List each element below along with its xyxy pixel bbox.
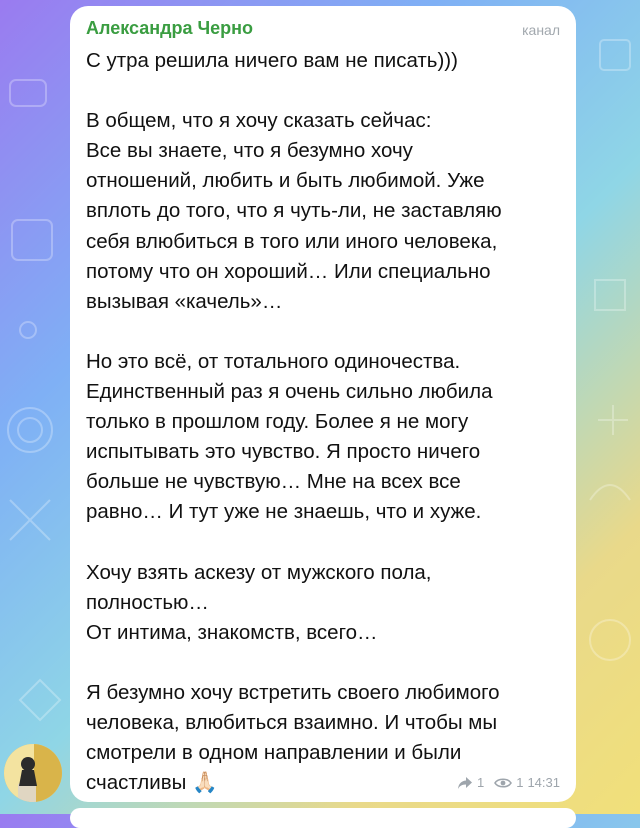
post-text-line: Все вы знаете, что я безумно хочу (86, 139, 413, 163)
post-text-line: Единственный раз я очень сильно любила (86, 380, 493, 404)
post-text-line: От интима, знакомств, всего… (86, 620, 378, 644)
channel-post-bubble[interactable] (70, 6, 576, 802)
post-text-line: равно… И тут уже не знаешь, что и хуже. (86, 500, 482, 524)
avatar-image (4, 744, 62, 802)
post-text (86, 46, 566, 798)
next-post-bubble[interactable] (70, 808, 576, 828)
post-text-line: Я безумно хочу встретить своего любимого (86, 680, 500, 704)
blank-line (86, 528, 566, 558)
channel-avatar[interactable] (4, 744, 62, 802)
view-count: 1 (516, 775, 524, 790)
post-text-line: человека, влюбиться взаимно. И чтобы мы (86, 711, 498, 735)
post-text-line: смотрели в одном направлении и были (86, 741, 462, 765)
channel-tag: канал (522, 22, 560, 38)
post-text-line: испытывать это чувство. Я просто ничего (86, 440, 481, 464)
post-meta (457, 775, 560, 790)
post-text-line: отношений, любить и быть любимой. Уже (86, 169, 485, 193)
post-text-line: себя влюбиться в того или иного человека, (86, 229, 498, 253)
blank-line (86, 76, 566, 106)
post-text-line: Но это всё, от тотального одиночества. (86, 349, 461, 373)
blank-line (86, 317, 566, 347)
blank-line (86, 648, 566, 678)
post-text-line: потому что он хороший… Или специально (86, 259, 491, 283)
share-icon[interactable] (457, 776, 473, 790)
post-text-line: полностью… (86, 590, 209, 614)
eye-icon (494, 777, 512, 789)
post-time: 14:31 (527, 775, 560, 790)
post-text-line: счастливы 🙏🏻 (86, 771, 218, 795)
share-count: 1 (476, 775, 485, 790)
post-text-line: Хочу взять аскезу от мужского пола, (86, 560, 432, 584)
post-text-line: В общем, что я хочу сказать сейчас: (86, 109, 432, 133)
post-text-line: вызывая «качель»… (86, 289, 283, 313)
post-text-line: больше не чувствую… Мне на всех все (86, 470, 461, 494)
post-text-line: вплоть до того, что я чуть-ли, не заставляю (86, 199, 502, 223)
post-text-line: только в прошлом году. Более я не могу (86, 410, 469, 434)
post-text-line: С утра решила ничего вам не писать))) (86, 49, 458, 72)
post-author[interactable]: Александра Черно (86, 18, 254, 38)
